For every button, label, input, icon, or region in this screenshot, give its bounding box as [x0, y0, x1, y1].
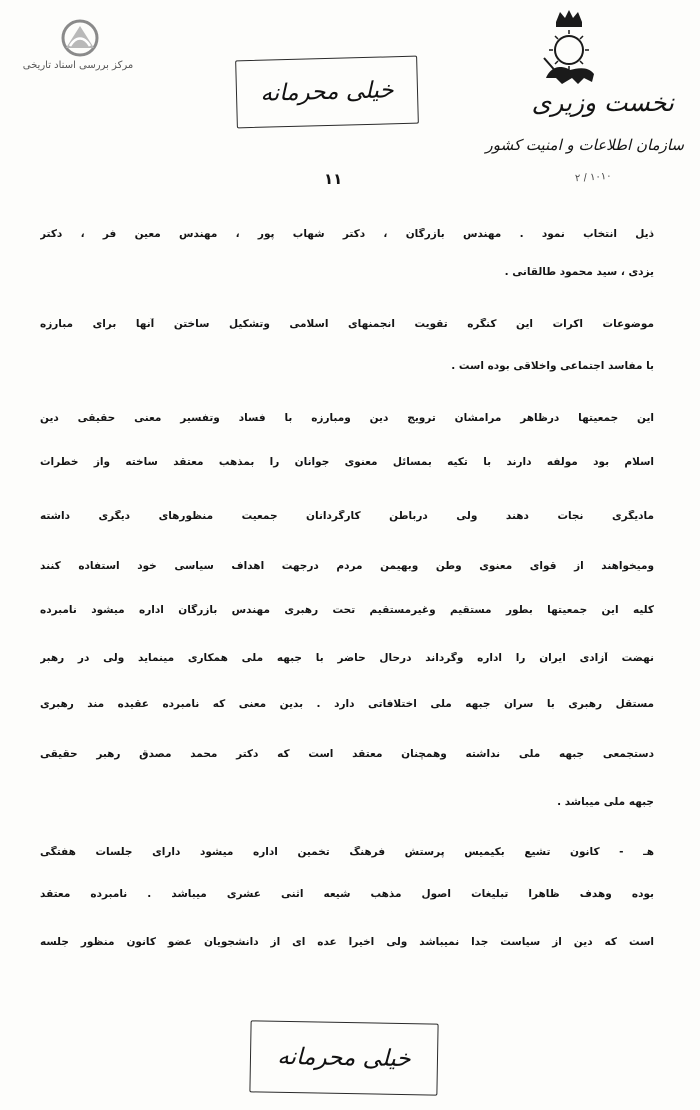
body-line: مادیگری نجات دهند ولی درباطن کارگردانان جمعیت منظورهای دیگری داشته [40, 510, 654, 522]
letterhead-organization: سازمان اطلاعات و امنیت کشور [485, 136, 684, 154]
classification-stamp-bottom-text: خیلی محرمانه [277, 1043, 411, 1073]
page-number: ۱۱ [324, 170, 343, 188]
body-line: مستقل رهبری با سران جبهه ملی اختلافاتی دارد . بدین معنی که نامبرده عقیده مند رهبری [40, 698, 654, 710]
body-line: است که دین از سیاست جدا نمیباشد ولی اخیراً عده ای از دانشجویان عضو کانون منظور جلسه [40, 936, 654, 948]
body-line: اسلام بود مولفه دارند با تکیه بمسائل معنوی جوانان را بمذهب معتقد ساخته واز خطرات [40, 456, 654, 468]
body-line: ذیل انتخاب نمود . مهندس بازرگان ، دکتر شهاب پور ، مهندس معین فر ، دکتر [40, 228, 654, 240]
body-line: با مفاسد اجتماعی واخلاقی بوده است . [451, 360, 654, 372]
body-line: دستجمعی جبهه ملی نداشته وهمچنان معتقد است که دکتر محمد مصدق رهبر حقیقی [40, 748, 654, 760]
body-line: نهضت آزادی ایران را اداره وگرداند درحال حاضر با جبهه ملی همکاری مینماید ولی در رهبر [40, 652, 654, 664]
body-line: ومیخواهند از قوای معنوی وطن وبهیمن مردم درجهت اهداف سیاسی خود استفاده کنند [40, 560, 654, 572]
body-line: بوده وهدف ظاهراً تبلیغات اصول مذهب شیعه اثنی عشری میباشد . نامبرده معتقد [40, 888, 654, 900]
watermark-text: مرکز بررسی اسناد تاریخی [22, 60, 134, 71]
body-line: این جمعیتها درظاهر مرامشان ترویج دین ومبارزه با فساد وتفسیر معنی حقیقی دین [40, 412, 654, 424]
body-line: موضوعات اکرات این کنگره تقویت انجمنهای اسلامی وتشکیل ساختن آنها برای مبارزه [40, 318, 654, 330]
classification-stamp-bottom [249, 1020, 438, 1095]
letterhead-title: نخست وزیری [531, 88, 674, 117]
body-line: جبهه ملی میباشد . [557, 796, 654, 808]
body-line: هـ - کانون تشیع بکیمیس پرستش فرهنگ تخمین اداره میشود دارای جلسات هفتگی [40, 846, 654, 858]
letterhead-reference: ۱۰۱۰ / ۲ [575, 170, 613, 185]
body-line: کلیه این جمعیتها بطور مستقیم وغیرمستقیم تحت رهبری مهندس بازرگان اداره میشود نامبرده [40, 604, 654, 616]
body-line: یزدی ، سید محمود طالقانی . [504, 266, 654, 278]
document-body [40, 0, 654, 1000]
classification-stamp-top-text: خیلی محرمانه [260, 77, 394, 107]
